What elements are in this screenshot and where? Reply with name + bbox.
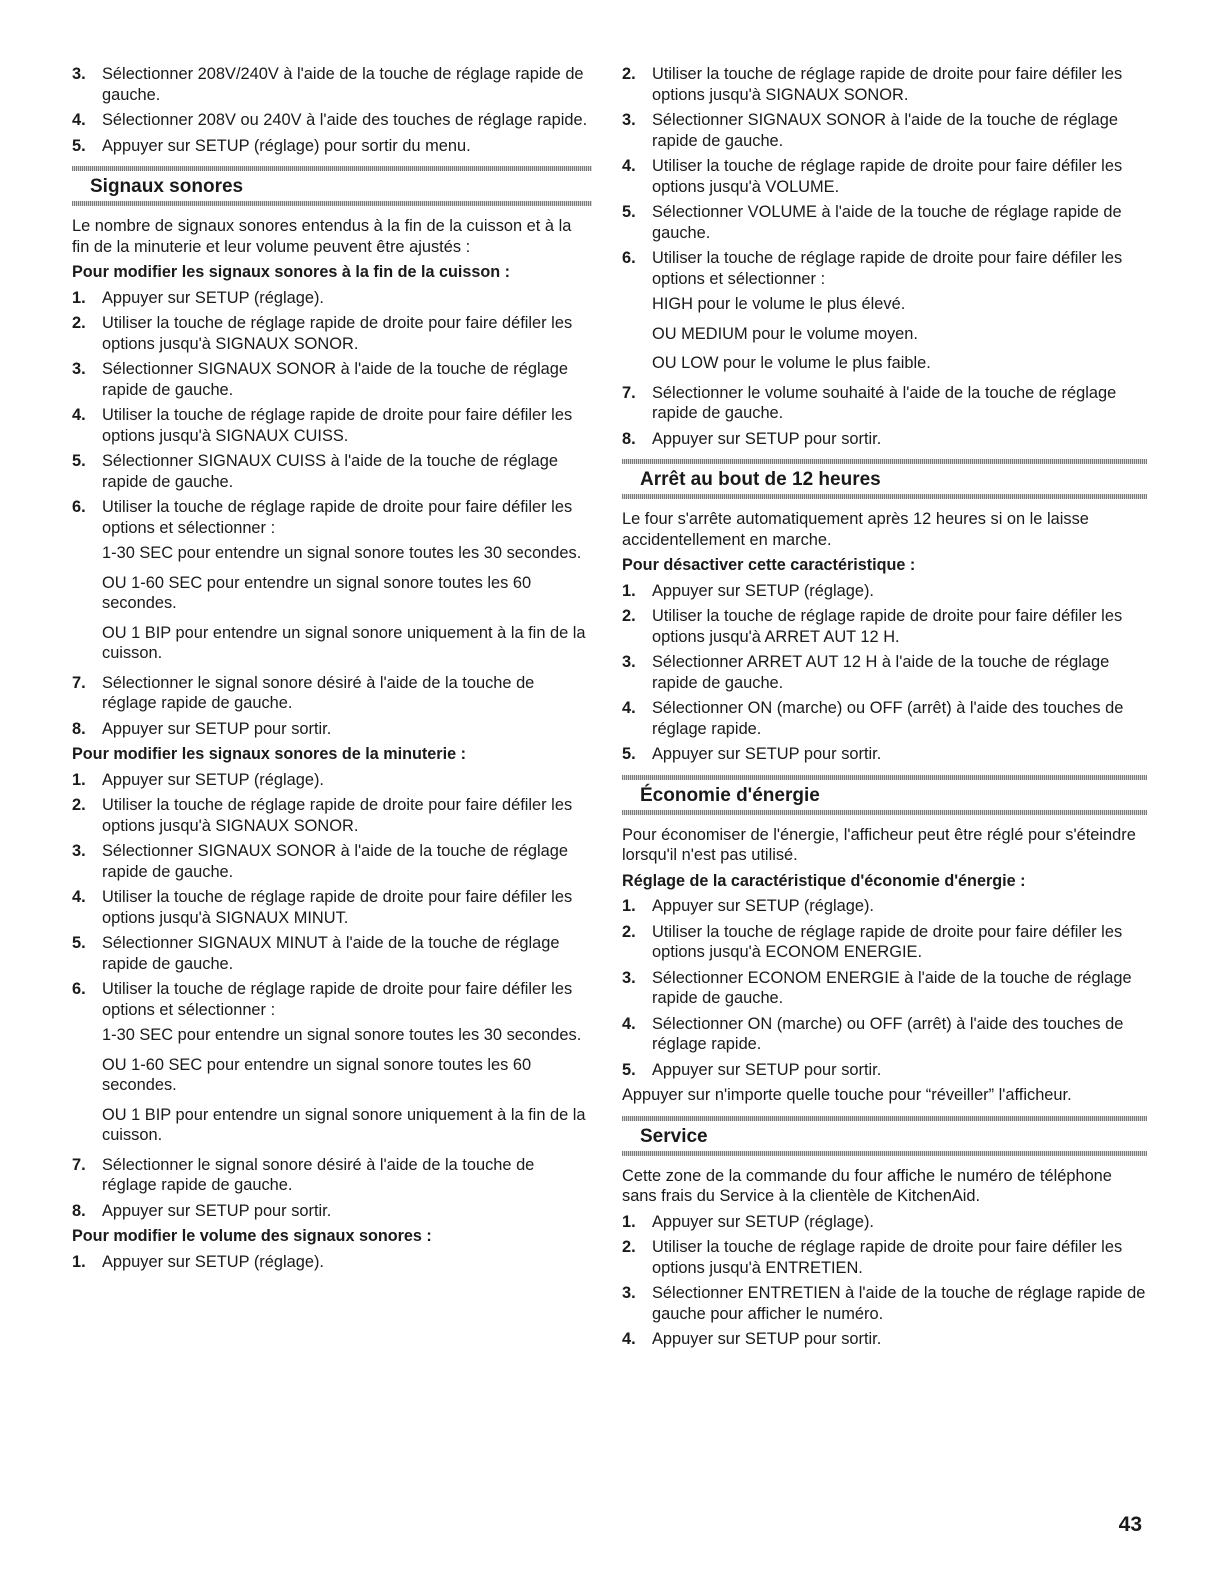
list-item: 4. Utiliser la touche de réglage rapide de droite pour faire défiler les options jusqu'à SIGNAUX CUISS. — [72, 406, 573, 445]
list-item: 4. Utiliser la touche de réglage rapide de droite pour faire défiler les options jusqu'à VOLUME. — [622, 157, 1123, 196]
list-item: 4. Sélectionner ON (marche) ou OFF (arrêt) à l'aide des touches de réglage rapide. — [622, 699, 1124, 738]
subheading-volume: Pour modifier le volume des signaux sonores : — [72, 1227, 432, 1245]
list-item: 4. Appuyer sur SETUP pour sortir. — [622, 1330, 882, 1348]
list-item: 5. Sélectionner VOLUME à l'aide de la touche de réglage rapide de gauche. — [622, 203, 1122, 242]
right-column — [622, 64, 1147, 1355]
list-item: 6. Utiliser la touche de réglage rapide de droite pour faire défiler les options et sélectionner : — [72, 498, 573, 537]
list-item: 6. Utiliser la touche de réglage rapide de droite pour faire défiler les options et sélectionner : — [72, 980, 573, 1019]
list-item: 3. Sélectionner SIGNAUX SONOR à l'aide de la touche de réglage rapide de gauche. — [72, 842, 568, 881]
list-item: 1. Appuyer sur SETUP (réglage). — [622, 1212, 874, 1231]
list-item: 1. Appuyer sur SETUP (réglage). — [72, 288, 324, 307]
section-intro: Le four s'arrête automatiquement après 12 heures si on le laisse accidentellement en marche. — [622, 510, 1089, 549]
option-text: 1-30 SEC pour entendre un signal sonore toutes les 30 secondes. — [102, 544, 582, 562]
section-heading-service: Service — [622, 1116, 1147, 1156]
list-item: 5. Appuyer sur SETUP pour sortir. — [622, 745, 882, 763]
section-intro: Cette zone de la commande du four affiche le numéro de téléphone sans frais du Service à la clientèle de KitchenAid. — [622, 1166, 1112, 1205]
list-item: 4. Sélectionner 208V ou 240V à l'aide des touches de réglage rapide. — [72, 111, 588, 129]
subheading-economie: Réglage de la caractéristique d'économie d'énergie : — [622, 871, 1026, 890]
list-item: 3. Sélectionner 208V/240V à l'aide de la touche de réglage rapide de gauche. — [72, 65, 584, 104]
list-item: 5. Appuyer sur SETUP pour sortir. — [622, 1060, 882, 1079]
section-intro: Le nombre de signaux sonores entendus à la fin de la cuisson et à la fin de la minuterie et leur volume peuvent être ajustés : — [72, 217, 572, 256]
list-item: 5. Sélectionner SIGNAUX CUISS à l'aide de la touche de réglage rapide de gauche. — [72, 452, 558, 491]
list-item: 1. Appuyer sur SETUP (réglage). — [622, 897, 874, 915]
list-item: 7. Sélectionner le signal sonore désiré à l'aide de la touche de réglage rapide de gauche. — [72, 1155, 535, 1194]
list-item: 3. Sélectionner SIGNAUX SONOR à l'aide de la touche de réglage rapide de gauche. — [72, 360, 568, 399]
list-item: 6. Utiliser la touche de réglage rapide de droite pour faire défiler les options et sélectionner : — [622, 249, 1123, 288]
list-item: 2. Utiliser la touche de réglage rapide de droite pour faire défiler les options jusqu'à SIGNAUX SONOR. — [72, 796, 573, 835]
option-text: HIGH pour le volume le plus élevé. — [652, 295, 906, 313]
option-text: OU 1-60 SEC pour entendre un signal sonore toutes les 60 secondes. — [102, 573, 532, 612]
list-item: 3. Sélectionner SIGNAUX SONOR à l'aide de la touche de réglage rapide de gauche. — [622, 111, 1118, 150]
list-item: 4. Sélectionner ON (marche) ou OFF (arrêt) à l'aide des touches de réglage rapide. — [622, 1014, 1124, 1053]
subheading-arret: Pour désactiver cette caractéristique : — [622, 556, 916, 574]
subheading-cuisson: Pour modifier les signaux sonores à la fin de la cuisson : — [72, 263, 511, 281]
list-item: 3. Sélectionner ENTRETIEN à l'aide de la touche de réglage rapide de gauche pour afficher le numéro. — [622, 1284, 1146, 1323]
list-item: 2. Utiliser la touche de réglage rapide de droite pour faire défiler les options jusqu'à ENTRETIEN. — [622, 1238, 1123, 1277]
section-intro: Pour économiser de l'énergie, l'afficheur peut être réglé pour s'éteindre lorsqu'il n'est pas utilisé. — [622, 825, 1136, 864]
option-text: OU LOW pour le volume le plus faible. — [652, 354, 931, 372]
page-number: 43 — [1118, 1513, 1142, 1536]
list-item: 3. Sélectionner ARRET AUT 12 H à l'aide de la touche de réglage rapide de gauche. — [622, 653, 1110, 692]
divider — [622, 494, 1147, 499]
list-item: 7. Sélectionner le signal sonore désiré à l'aide de la touche de réglage rapide de gauche. — [72, 673, 535, 712]
list-item: 3. Sélectionner ECONOM ENERGIE à l'aide de la touche de réglage rapide de gauche. — [622, 968, 1132, 1007]
divider — [622, 810, 1147, 815]
divider — [72, 201, 592, 206]
list-item: 2. Utiliser la touche de réglage rapide de droite pour faire défiler les options jusqu'à SIGNAUX SONOR. — [622, 65, 1123, 104]
section-heading-economie: Économie d'énergie — [622, 775, 1147, 815]
list-item: 8. Appuyer sur SETUP pour sortir. — [622, 429, 882, 448]
list-item: 5. Appuyer sur SETUP (réglage) pour sortir du menu. — [72, 136, 471, 155]
option-text: OU MEDIUM pour le volume moyen. — [652, 324, 918, 343]
list-item: 5. Sélectionner SIGNAUX MINUT à l'aide de la touche de réglage rapide de gauche. — [72, 934, 560, 973]
list-item: 8. Appuyer sur SETUP pour sortir. — [72, 719, 332, 738]
divider — [622, 1151, 1147, 1156]
intro-step-list — [72, 64, 592, 156]
option-text: OU 1 BIP pour entendre un signal sonore uniquement à la fin de la cuisson. — [102, 623, 586, 662]
list-item: 2. Utiliser la touche de réglage rapide de droite pour faire défiler les options jusqu'à ARRET AUT 12 H. — [622, 607, 1123, 646]
list-item: 7. Sélectionner le volume souhaité à l'aide de la touche de réglage rapide de gauche. — [622, 383, 1117, 422]
option-text: 1-30 SEC pour entendre un signal sonore toutes les 30 secondes. — [102, 1026, 582, 1044]
list-item: 8. Appuyer sur SETUP pour sortir. — [72, 1201, 332, 1220]
section-heading-signaux: Signaux sonores — [72, 166, 592, 206]
list-item: 4. Utiliser la touche de réglage rapide de droite pour faire défiler les options jusqu'à SIGNAUX MINUT. — [72, 888, 573, 927]
option-text: OU 1 BIP pour entendre un signal sonore uniquement à la fin de la cuisson. — [102, 1105, 586, 1144]
section-note: Appuyer sur n'importe quelle touche pour “réveiller” l'afficheur. — [622, 1086, 1072, 1104]
list-item: 1. Appuyer sur SETUP (réglage). — [72, 770, 324, 789]
left-column — [72, 64, 592, 1277]
list-item: 2. Utiliser la touche de réglage rapide de droite pour faire défiler les options jusqu'à SIGNAUX SONOR. — [72, 314, 573, 353]
subheading-minuterie: Pour modifier les signaux sonores de la minuterie : — [72, 745, 466, 763]
list-item: 1. Appuyer sur SETUP (réglage). — [72, 1252, 324, 1271]
list-item: 2. Utiliser la touche de réglage rapide de droite pour faire défiler les options jusqu'à ECONOM ENERGIE. — [622, 922, 1123, 961]
section-heading-arret: Arrêt au bout de 12 heures — [622, 459, 1147, 499]
list-item: 1. Appuyer sur SETUP (réglage). — [622, 581, 874, 600]
option-text: OU 1-60 SEC pour entendre un signal sonore toutes les 60 secondes. — [102, 1055, 532, 1094]
